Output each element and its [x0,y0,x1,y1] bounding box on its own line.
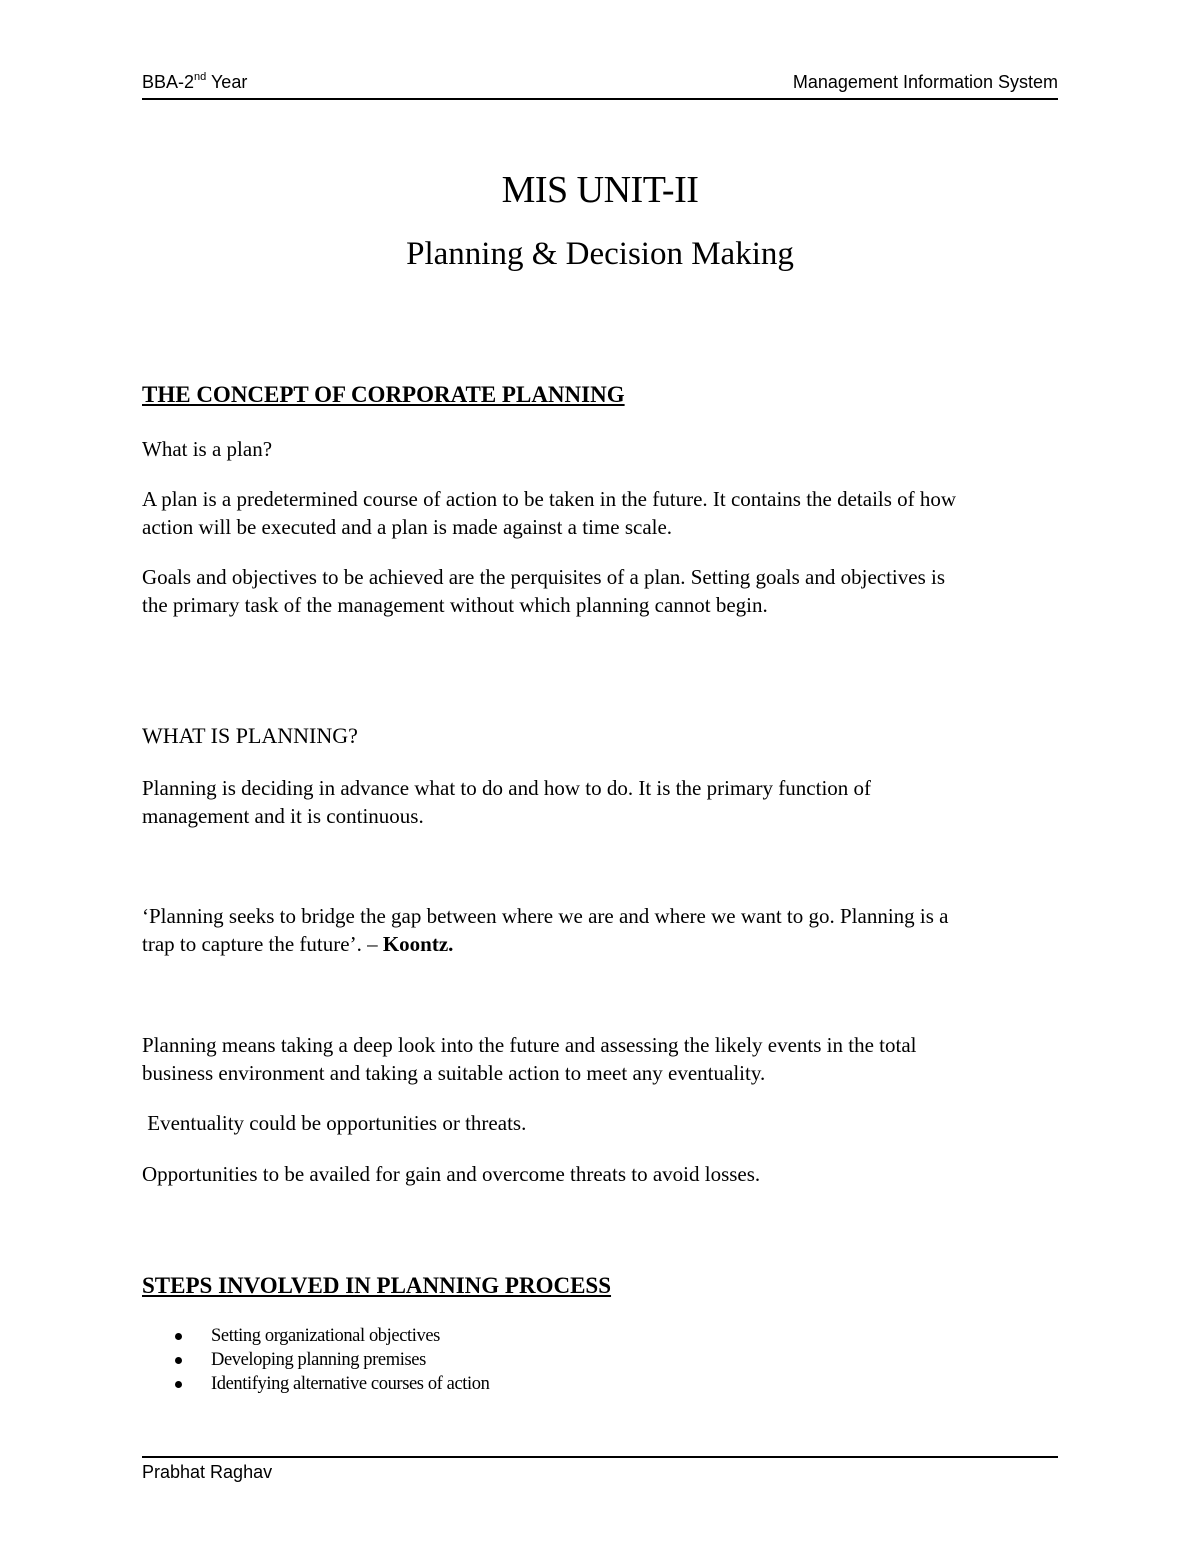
steps-heading: STEPS INVOLVED IN PLANNING PROCESS [142,1273,612,1298]
bullet-icon [175,1357,182,1364]
plan-definition-line-2: action will be executed and a plan is made against a time scale. [142,515,673,539]
steps-list [142,1324,489,1396]
header-course-sup: nd [194,71,207,83]
plan-definition-paragraph [142,485,1058,541]
list-item [142,1372,489,1396]
bullet-icon [175,1333,182,1340]
deep-look-paragraph [142,1031,1058,1087]
deep-look-line-2: business environment and taking a suitable action to meet any eventuality. [142,1061,766,1085]
list-item [142,1324,489,1348]
planning-definition-line-1: Planning is deciding in advance what to do and how to do. It is the primary function of [142,776,872,800]
koontz-quote-paragraph [142,902,1058,958]
footer-rule [142,1456,1058,1458]
what-is-planning-heading: WHAT IS PLANNING? [142,723,358,748]
planning-definition-line-2: management and it is continuous. [142,804,424,828]
goals-paragraph [142,563,1058,619]
header-course [142,72,247,93]
header-course-suffix: Year [206,72,248,92]
page-footer-author: Prabhat Raghav [142,1462,273,1482]
header-rule [142,98,1058,100]
concept-heading: THE CONCEPT OF CORPORATE PLANNING [142,382,625,407]
planning-definition-paragraph [142,774,1058,830]
list-item [142,1348,489,1372]
quote-line-2-text: trap to capture the future’. – [142,932,383,956]
eventuality-paragraph: Eventuality could be opportunities or threats. [142,1111,527,1135]
quote-line-2 [142,930,1058,958]
header-course-prefix: BBA-2 [142,72,195,92]
what-is-plan-question: What is a plan? [142,437,273,461]
deep-look-line-1: Planning means taking a deep look into the future and assessing the likely events in the total [142,1033,917,1057]
bullet-icon [175,1381,182,1388]
step-text: Identifying alternative courses of action [211,1374,490,1394]
document-subtitle: Planning & Decision Making [406,236,794,272]
opportunities-paragraph: Opportunities to be availed for gain and overcome threats to avoid losses. [142,1162,761,1186]
document-title: MIS UNIT-II [501,169,699,211]
header-subject: Management Information System [792,72,1058,92]
step-text: Developing planning premises [211,1350,426,1370]
step-text: Setting organizational objectives [211,1326,440,1346]
quote-author: Koontz. [382,932,454,956]
goals-line-1: Goals and objectives to be achieved are the perquisites of a plan. Setting goals and objectives is [142,565,946,589]
goals-line-2: the primary task of the management without which planning cannot begin. [142,593,768,617]
plan-definition-line-1: A plan is a predetermined course of action to be taken in the future. It contains the details of how [142,487,957,511]
page-header [142,70,1058,98]
quote-line-1: ‘Planning seeks to bridge the gap between where we are and where we want to go. Planning is a [142,904,949,928]
